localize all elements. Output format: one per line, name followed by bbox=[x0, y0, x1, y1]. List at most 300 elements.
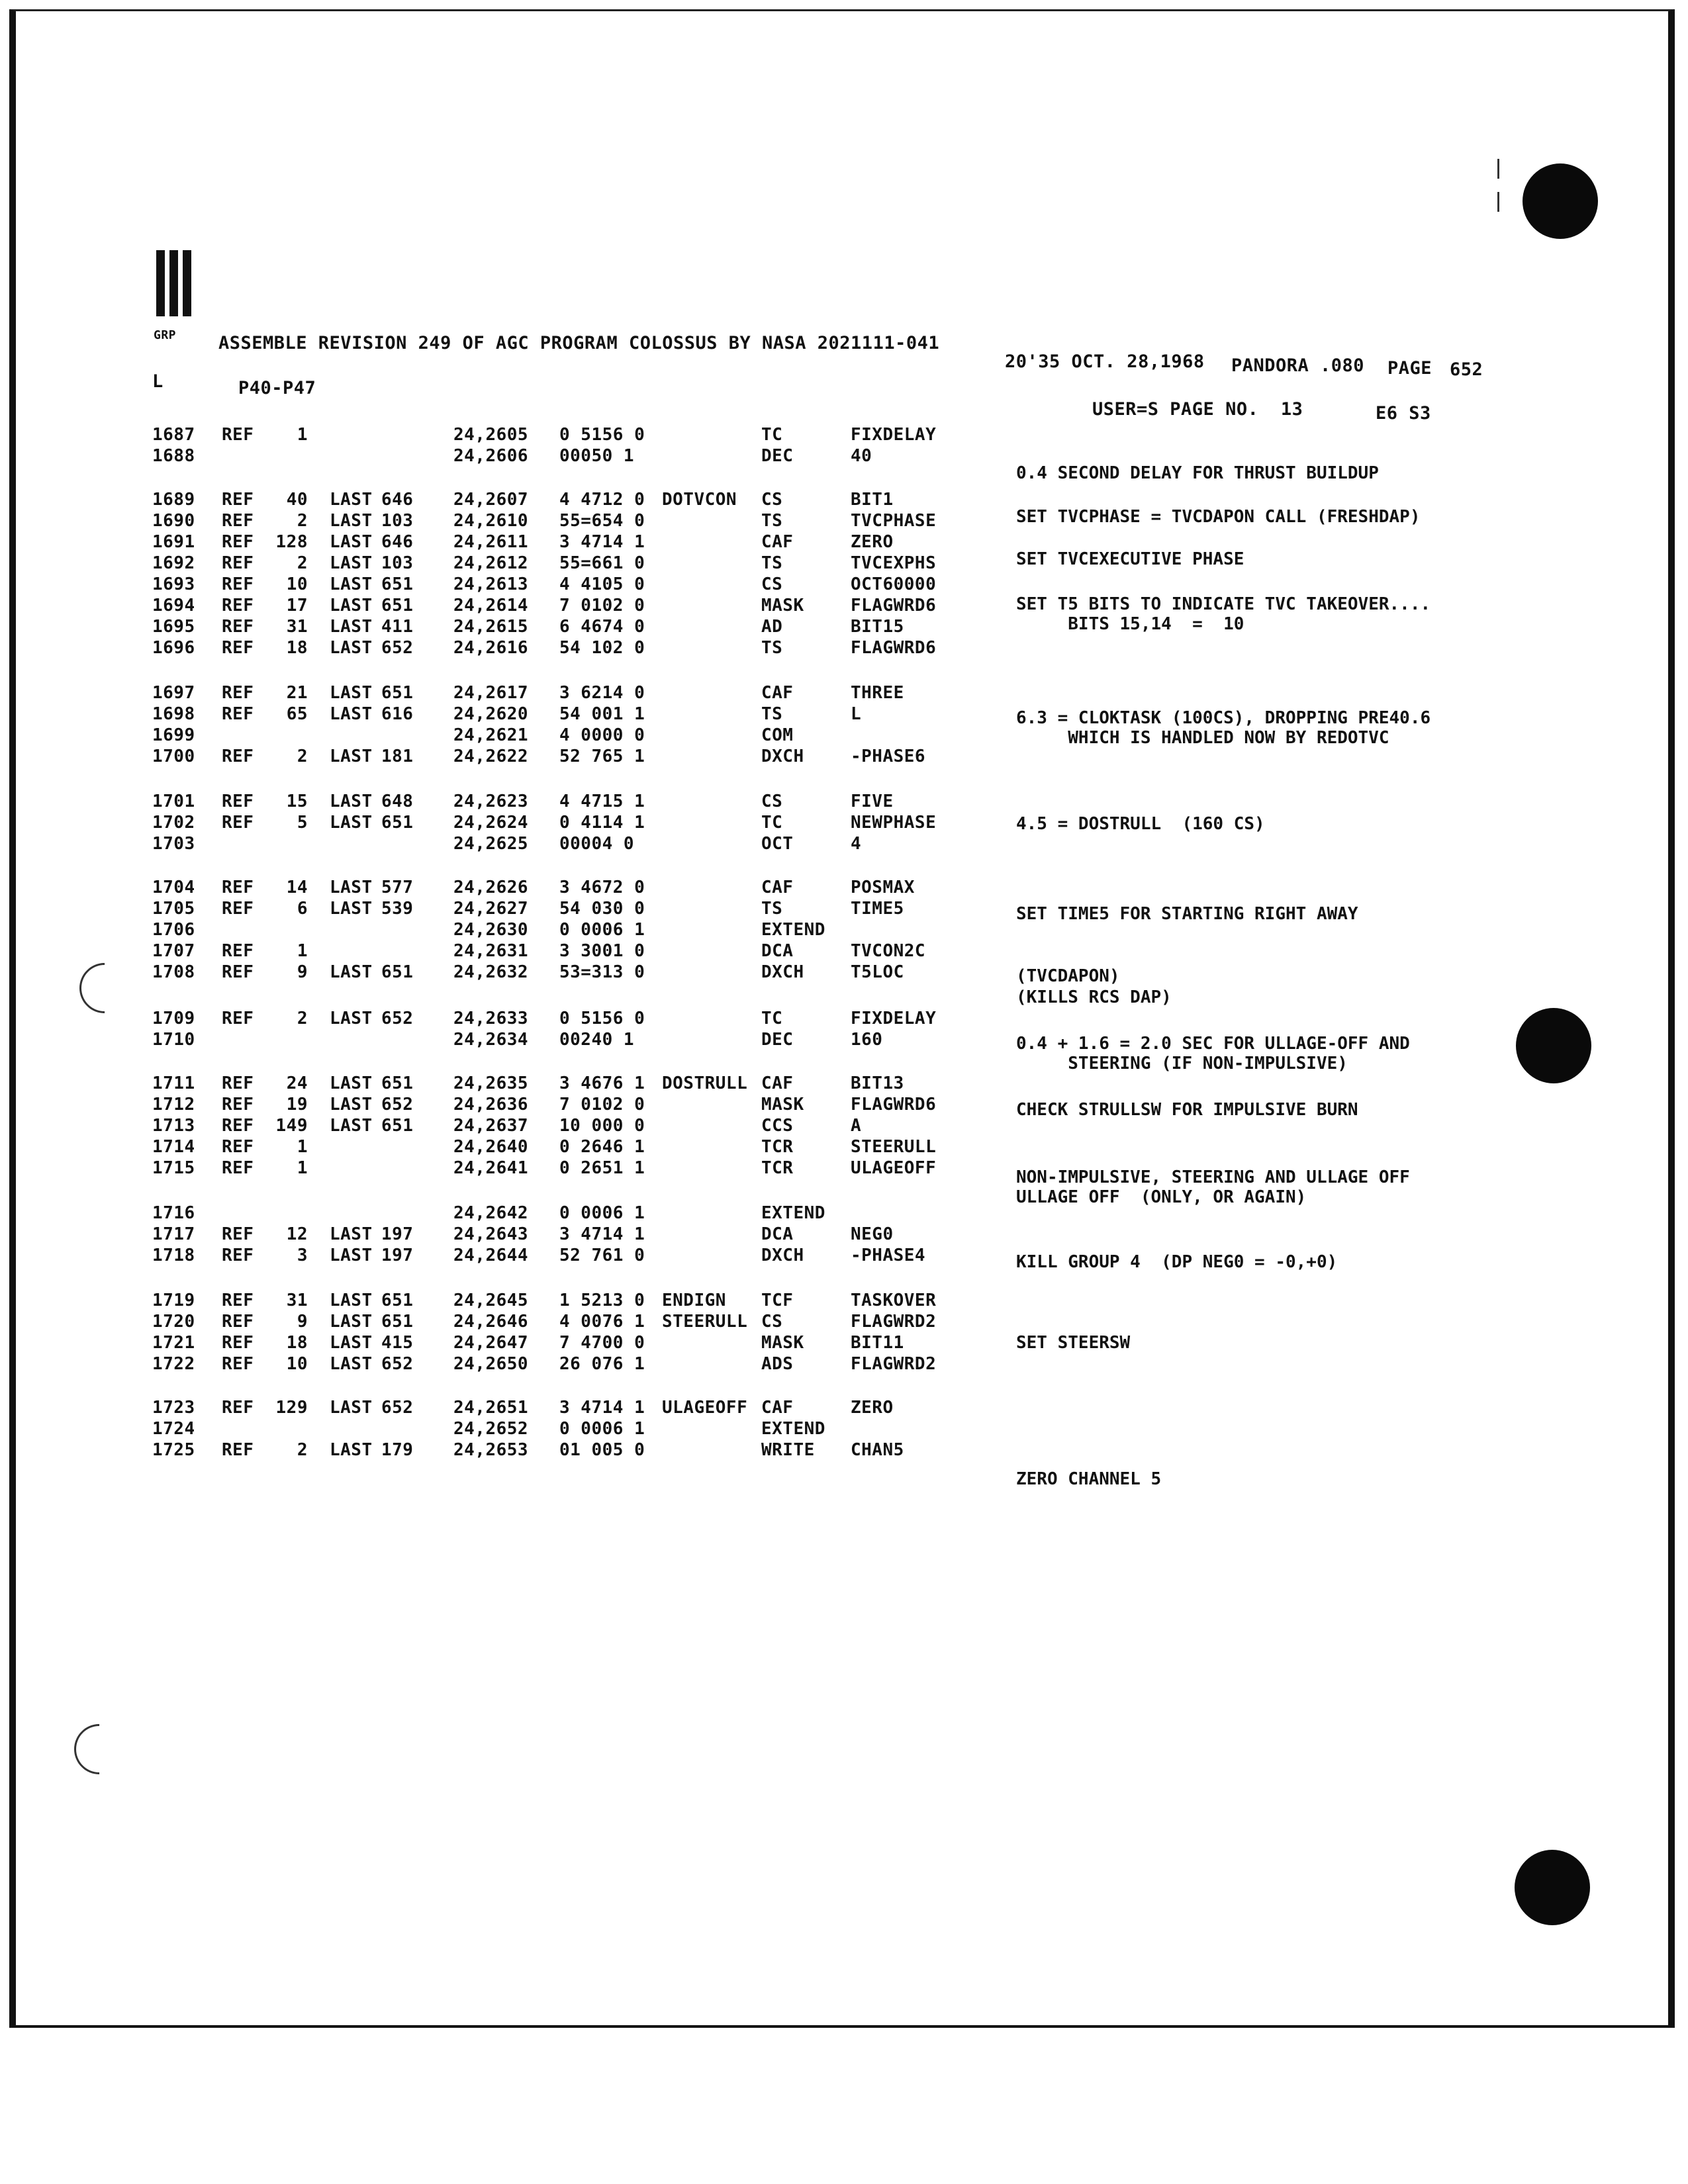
listing-ref: REF bbox=[222, 596, 254, 615]
listing-line: 1688 bbox=[152, 446, 195, 466]
listing-refn: 10 bbox=[286, 574, 308, 594]
listing-line: 1708 bbox=[152, 962, 195, 982]
grp-label: GRP bbox=[154, 328, 177, 342]
listing-addr: 24,2615 bbox=[453, 617, 529, 637]
page-code: E6 S3 bbox=[1376, 403, 1431, 424]
listing-word: 4 0000 0 bbox=[559, 725, 645, 745]
listing-refn: 129 bbox=[275, 1398, 308, 1418]
listing-line: 1722 bbox=[152, 1354, 195, 1374]
listing-arg: L bbox=[851, 704, 862, 724]
listing-arg: STEERULL bbox=[851, 1137, 937, 1157]
listing-refn: 149 bbox=[275, 1116, 308, 1136]
listing-lastn: 616 bbox=[381, 704, 414, 724]
listing-lastn: 652 bbox=[381, 1095, 414, 1115]
listing-line: 1690 bbox=[152, 511, 195, 531]
section-label: P40-P47 bbox=[238, 378, 316, 398]
listing-word: 0 5156 0 bbox=[559, 425, 645, 445]
listing-line: 1707 bbox=[152, 941, 195, 961]
listing-addr: 24,2651 bbox=[453, 1398, 529, 1418]
listing-word: 0 0006 1 bbox=[559, 1419, 645, 1439]
edge-mark bbox=[1497, 192, 1499, 212]
binder-hole bbox=[1515, 1850, 1590, 1925]
listing-arg: POSMAX bbox=[851, 878, 915, 897]
listing-arg: BIT13 bbox=[851, 1073, 904, 1093]
listing-line: 1689 bbox=[152, 490, 195, 510]
listing-line: 1687 bbox=[152, 425, 195, 445]
listing-op: TS bbox=[761, 553, 783, 573]
listing-word: 4 4712 0 bbox=[559, 490, 645, 510]
listing-refn: 2 bbox=[297, 553, 308, 573]
listing-ref: REF bbox=[222, 490, 254, 510]
listing-word: 6 4674 0 bbox=[559, 617, 645, 637]
listing-word: 52 761 0 bbox=[559, 1246, 645, 1265]
listing-ref: REF bbox=[222, 1073, 254, 1093]
listing-op: TC bbox=[761, 425, 783, 445]
listing-op: CAF bbox=[761, 1398, 794, 1418]
listing-line: 1715 bbox=[152, 1158, 195, 1178]
listing-arg: -PHASE6 bbox=[851, 747, 926, 766]
page-number: 652 bbox=[1450, 359, 1483, 380]
listing-lastn: 197 bbox=[381, 1224, 414, 1244]
comment-line: SET T5 BITS TO INDICATE TVC TAKEOVER.... bbox=[1016, 594, 1431, 614]
listing-refn: 24 bbox=[286, 1073, 308, 1093]
listing-line: 1691 bbox=[152, 532, 195, 552]
listing-arg: FLAGWRD2 bbox=[851, 1312, 937, 1332]
listing-word: 0 2646 1 bbox=[559, 1137, 645, 1157]
listing-word: 26 076 1 bbox=[559, 1354, 645, 1374]
listing-op: TS bbox=[761, 899, 783, 919]
listing-last: LAST bbox=[330, 596, 373, 615]
listing-lastn: 179 bbox=[381, 1440, 414, 1460]
listing-refn: 40 bbox=[286, 490, 308, 510]
listing-arg: FLAGWRD6 bbox=[851, 596, 937, 615]
listing-refn: 2 bbox=[297, 1440, 308, 1460]
listing-line: 1695 bbox=[152, 617, 195, 637]
listing-word: 53=313 0 bbox=[559, 962, 645, 982]
listing-addr: 24,2631 bbox=[453, 941, 529, 961]
listing-word: 3 6214 0 bbox=[559, 683, 645, 703]
listing-op: CS bbox=[761, 574, 783, 594]
listing-word: 55=654 0 bbox=[559, 511, 645, 531]
listing-line: 1701 bbox=[152, 792, 195, 811]
listing-arg: NEWPHASE bbox=[851, 813, 937, 833]
listing-word: 4 4715 1 bbox=[559, 792, 645, 811]
listing-line: 1720 bbox=[152, 1312, 195, 1332]
listing-arg: NEG0 bbox=[851, 1224, 894, 1244]
listing-last: LAST bbox=[330, 1354, 373, 1374]
listing-op: DXCH bbox=[761, 1246, 804, 1265]
listing-addr: 24,2633 bbox=[453, 1009, 529, 1028]
listing-line: 1698 bbox=[152, 704, 195, 724]
listing-line: 1719 bbox=[152, 1291, 195, 1310]
listing-line: 1711 bbox=[152, 1073, 195, 1093]
listing-last: LAST bbox=[330, 553, 373, 573]
listing-last: LAST bbox=[330, 490, 373, 510]
listing-line: 1710 bbox=[152, 1030, 195, 1050]
listing-word: 3 4672 0 bbox=[559, 878, 645, 897]
listing-arg: 160 bbox=[851, 1030, 883, 1050]
listing-arg: ZERO bbox=[851, 532, 894, 552]
binder-hole bbox=[1516, 1008, 1591, 1083]
listing-line: 1694 bbox=[152, 596, 195, 615]
listing-arg: BIT15 bbox=[851, 617, 904, 637]
listing-lastn: 646 bbox=[381, 490, 414, 510]
listing-refn: 9 bbox=[297, 962, 308, 982]
listing-ref: REF bbox=[222, 553, 254, 573]
listing-op: EXTEND bbox=[761, 920, 825, 940]
listing-ref: REF bbox=[222, 1312, 254, 1332]
listing-op: TCR bbox=[761, 1137, 794, 1157]
listing-addr: 24,2625 bbox=[453, 834, 529, 854]
listing-op: CAF bbox=[761, 532, 794, 552]
edge-mark bbox=[1497, 159, 1499, 179]
listing-refn: 31 bbox=[286, 1291, 308, 1310]
listing-op: DEC bbox=[761, 446, 794, 466]
listing-line: 1712 bbox=[152, 1095, 195, 1115]
listing-addr: 24,2605 bbox=[453, 425, 529, 445]
listing-lastn: 652 bbox=[381, 1354, 414, 1374]
listing-word: 54 102 0 bbox=[559, 638, 645, 658]
listing-refn: 14 bbox=[286, 878, 308, 897]
listing-addr: 24,2606 bbox=[453, 446, 529, 466]
listing-arg: OCT60000 bbox=[851, 574, 937, 594]
listing-line: 1724 bbox=[152, 1419, 195, 1439]
listing-refn: 15 bbox=[286, 792, 308, 811]
listing-addr: 24,2610 bbox=[453, 511, 529, 531]
listing-word: 4 0076 1 bbox=[559, 1312, 645, 1332]
listing-ref: REF bbox=[222, 962, 254, 982]
listing-op: DXCH bbox=[761, 962, 804, 982]
listing-ref: REF bbox=[222, 1095, 254, 1115]
comment-line: ZERO CHANNEL 5 bbox=[1016, 1469, 1162, 1489]
listing-arg: 40 bbox=[851, 446, 872, 466]
listing-last: LAST bbox=[330, 683, 373, 703]
listing-word: 00240 1 bbox=[559, 1030, 635, 1050]
listing-arg: T5LOC bbox=[851, 962, 904, 982]
listing-ref: REF bbox=[222, 683, 254, 703]
system-name: PANDORA .080 bbox=[1231, 355, 1365, 376]
listing-op: TC bbox=[761, 813, 783, 833]
listing-addr: 24,2622 bbox=[453, 747, 529, 766]
listing-last: LAST bbox=[330, 792, 373, 811]
listing-last: LAST bbox=[330, 511, 373, 531]
listing-addr: 24,2611 bbox=[453, 532, 529, 552]
listing-op: EXTEND bbox=[761, 1419, 825, 1439]
listing-label: STEERULL bbox=[662, 1312, 748, 1332]
listing-word: 54 030 0 bbox=[559, 899, 645, 919]
listing-word: 3 4714 1 bbox=[559, 532, 645, 552]
listing-ref: REF bbox=[222, 511, 254, 531]
listing-ref: REF bbox=[222, 899, 254, 919]
listing-word: 10 000 0 bbox=[559, 1116, 645, 1136]
listing-word: 55=661 0 bbox=[559, 553, 645, 573]
listing-last: LAST bbox=[330, 899, 373, 919]
listing-refn: 1 bbox=[297, 1158, 308, 1178]
listing-last: LAST bbox=[330, 1073, 373, 1093]
listing-op: CS bbox=[761, 792, 783, 811]
listing-op: TCR bbox=[761, 1158, 794, 1178]
listing-label: ULAGEOFF bbox=[662, 1398, 748, 1418]
listing-ref: REF bbox=[222, 425, 254, 445]
listing-lastn: 103 bbox=[381, 511, 414, 531]
listing-arg: THREE bbox=[851, 683, 904, 703]
listing-op: TS bbox=[761, 638, 783, 658]
listing-arg: ULAGEOFF bbox=[851, 1158, 937, 1178]
listing-addr: 24,2620 bbox=[453, 704, 529, 724]
listing-arg: TVCEXPHS bbox=[851, 553, 937, 573]
listing-last: LAST bbox=[330, 1246, 373, 1265]
listing-addr: 24,2632 bbox=[453, 962, 529, 982]
listing-lastn: 651 bbox=[381, 1116, 414, 1136]
listing-refn: 2 bbox=[297, 511, 308, 531]
listing-word: 7 4700 0 bbox=[559, 1333, 645, 1353]
listing-line: 1699 bbox=[152, 725, 195, 745]
listing-word: 3 4714 1 bbox=[559, 1398, 645, 1418]
listing-arg: FIVE bbox=[851, 792, 894, 811]
listing-addr: 24,2635 bbox=[453, 1073, 529, 1093]
listing-arg: BIT1 bbox=[851, 490, 894, 510]
listing-last: LAST bbox=[330, 813, 373, 833]
timestamp: 20'35 OCT. 28,1968 bbox=[1005, 351, 1205, 372]
listing-refn: 5 bbox=[297, 813, 308, 833]
listing-ref: REF bbox=[222, 1158, 254, 1178]
comment-line: WHICH IS HANDLED NOW BY REDOTVC bbox=[1016, 728, 1389, 748]
listing-arg: FIXDELAY bbox=[851, 425, 937, 445]
listing-refn: 17 bbox=[286, 596, 308, 615]
listing-word: 7 0102 0 bbox=[559, 596, 645, 615]
listing-word: 3 3001 0 bbox=[559, 941, 645, 961]
listing-addr: 24,2636 bbox=[453, 1095, 529, 1115]
listing-addr: 24,2630 bbox=[453, 920, 529, 940]
listing-word: 00050 1 bbox=[559, 446, 635, 466]
listing-word: 54 001 1 bbox=[559, 704, 645, 724]
listing-word: 52 765 1 bbox=[559, 747, 645, 766]
listing-arg: FIXDELAY bbox=[851, 1009, 937, 1028]
listing-addr: 24,2624 bbox=[453, 813, 529, 833]
listing-op: DXCH bbox=[761, 747, 804, 766]
listing-op: MASK bbox=[761, 596, 804, 615]
comment-line: SET TVCEXECUTIVE PHASE bbox=[1016, 549, 1244, 569]
listing-ref: REF bbox=[222, 1224, 254, 1244]
binder-hole bbox=[1523, 163, 1598, 239]
listing-last: LAST bbox=[330, 1440, 373, 1460]
listing-lastn: 651 bbox=[381, 574, 414, 594]
listing-ref: REF bbox=[222, 1333, 254, 1353]
listing-last: LAST bbox=[330, 1333, 373, 1353]
listing-last: LAST bbox=[330, 1095, 373, 1115]
comment-line: SET TVCPHASE = TVCDAPON CALL (FRESHDAP) bbox=[1016, 507, 1421, 527]
listing-word: 00004 0 bbox=[559, 834, 635, 854]
listing-word: 01 005 0 bbox=[559, 1440, 645, 1460]
listing-lastn: 651 bbox=[381, 962, 414, 982]
listing-addr: 24,2637 bbox=[453, 1116, 529, 1136]
listing-lastn: 651 bbox=[381, 596, 414, 615]
listing-op: CCS bbox=[761, 1116, 794, 1136]
listing-arg: TVCON2C bbox=[851, 941, 926, 961]
listing-last: LAST bbox=[330, 1116, 373, 1136]
listing-arg: FLAGWRD6 bbox=[851, 1095, 937, 1115]
listing-op: TCF bbox=[761, 1291, 794, 1310]
listing-line: 1693 bbox=[152, 574, 195, 594]
listing-line: 1725 bbox=[152, 1440, 195, 1460]
listing-lastn: 646 bbox=[381, 532, 414, 552]
listing-line: 1706 bbox=[152, 920, 195, 940]
listing-arg: FLAGWRD6 bbox=[851, 638, 937, 658]
listing-addr: 24,2647 bbox=[453, 1333, 529, 1353]
listing-refn: 1 bbox=[297, 941, 308, 961]
comment-line: 6.3 = CLOKTASK (100CS), DROPPING PRE40.6 bbox=[1016, 708, 1431, 728]
listing-ref: REF bbox=[222, 1354, 254, 1374]
listing-word: 0 0006 1 bbox=[559, 1203, 645, 1223]
listing-op: CAF bbox=[761, 683, 794, 703]
listing-lastn: 103 bbox=[381, 553, 414, 573]
listing-lastn: 197 bbox=[381, 1246, 414, 1265]
listing-op: DCA bbox=[761, 941, 794, 961]
listing-line: 1723 bbox=[152, 1398, 195, 1418]
listing-addr: 24,2652 bbox=[453, 1419, 529, 1439]
listing-op: CS bbox=[761, 1312, 783, 1332]
listing-addr: 24,2641 bbox=[453, 1158, 529, 1178]
listing-refn: 65 bbox=[286, 704, 308, 724]
listing-arg: FLAGWRD2 bbox=[851, 1354, 937, 1374]
listing-line: 1714 bbox=[152, 1137, 195, 1157]
listing-arg: CHAN5 bbox=[851, 1440, 904, 1460]
listing-op: EXTEND bbox=[761, 1203, 825, 1223]
listing-last: LAST bbox=[330, 962, 373, 982]
comment-line: KILL GROUP 4 (DP NEG0 = -0,+0) bbox=[1016, 1252, 1338, 1272]
listing-lastn: 651 bbox=[381, 1312, 414, 1332]
listing-refn: 18 bbox=[286, 1333, 308, 1353]
listing-addr: 24,2613 bbox=[453, 574, 529, 594]
listing-op: TS bbox=[761, 511, 783, 531]
listing-last: LAST bbox=[330, 1291, 373, 1310]
listing-refn: 1 bbox=[297, 1137, 308, 1157]
listing-ref: REF bbox=[222, 638, 254, 658]
listing-lastn: 411 bbox=[381, 617, 414, 637]
listing-op: MASK bbox=[761, 1333, 804, 1353]
listing-ref: REF bbox=[222, 1137, 254, 1157]
listing-last: LAST bbox=[330, 704, 373, 724]
listing-lastn: 577 bbox=[381, 878, 414, 897]
comment-line: (TVCDAPON) bbox=[1016, 966, 1120, 986]
listing-ref: REF bbox=[222, 574, 254, 594]
listing-lastn: 415 bbox=[381, 1333, 414, 1353]
comment-line: STEERING (IF NON-IMPULSIVE) bbox=[1016, 1054, 1348, 1073]
listing-word: 0 2651 1 bbox=[559, 1158, 645, 1178]
listing-addr: 24,2617 bbox=[453, 683, 529, 703]
listing-last: LAST bbox=[330, 747, 373, 766]
comment-line: (KILLS RCS DAP) bbox=[1016, 987, 1172, 1007]
listing-line: 1697 bbox=[152, 683, 195, 703]
listing-lastn: 652 bbox=[381, 1398, 414, 1418]
comment-line: CHECK STRULLSW FOR IMPULSIVE BURN bbox=[1016, 1100, 1358, 1120]
listing-op: WRITE bbox=[761, 1440, 815, 1460]
listing-op: DCA bbox=[761, 1224, 794, 1244]
listing-refn: 1 bbox=[297, 425, 308, 445]
listing-word: 4 4105 0 bbox=[559, 574, 645, 594]
listing-addr: 24,2643 bbox=[453, 1224, 529, 1244]
listing-refn: 18 bbox=[286, 638, 308, 658]
listing-ref: REF bbox=[222, 704, 254, 724]
listing-addr: 24,2642 bbox=[453, 1203, 529, 1223]
listing-last: LAST bbox=[330, 1009, 373, 1028]
listing-line: 1692 bbox=[152, 553, 195, 573]
listing-lastn: 651 bbox=[381, 813, 414, 833]
listing-op: AD bbox=[761, 617, 783, 637]
listing-word: 0 5156 0 bbox=[559, 1009, 645, 1028]
listing-lastn: 648 bbox=[381, 792, 414, 811]
listing-op: MASK bbox=[761, 1095, 804, 1115]
comment-line: 0.4 SECOND DELAY FOR THRUST BUILDUP bbox=[1016, 463, 1379, 483]
page-label: PAGE bbox=[1387, 358, 1432, 379]
listing-arg: 4 bbox=[851, 834, 862, 854]
listing-last: LAST bbox=[330, 1312, 373, 1332]
listing-word: 0 4114 1 bbox=[559, 813, 645, 833]
listing-ref: REF bbox=[222, 532, 254, 552]
listing-lastn: 181 bbox=[381, 747, 414, 766]
listing-line: 1709 bbox=[152, 1009, 195, 1028]
listing-last: LAST bbox=[330, 617, 373, 637]
listing-op: COM bbox=[761, 725, 794, 745]
listing-last: LAST bbox=[330, 532, 373, 552]
comment-line: BITS 15,14 = 10 bbox=[1016, 614, 1244, 634]
listing-ref: REF bbox=[222, 878, 254, 897]
listing-line: 1703 bbox=[152, 834, 195, 854]
listing-refn: 12 bbox=[286, 1224, 308, 1244]
listing-op: CAF bbox=[761, 878, 794, 897]
listing-ref: REF bbox=[222, 792, 254, 811]
listing-refn: 3 bbox=[297, 1246, 308, 1265]
listing-line: 1702 bbox=[152, 813, 195, 833]
listing-ref: REF bbox=[222, 617, 254, 637]
listing-ref: REF bbox=[222, 813, 254, 833]
listing-lastn: 652 bbox=[381, 638, 414, 658]
listing-refn: 19 bbox=[286, 1095, 308, 1115]
listing-addr: 24,2626 bbox=[453, 878, 529, 897]
listing-ref: REF bbox=[222, 747, 254, 766]
listing-refn: 10 bbox=[286, 1354, 308, 1374]
listing-addr: 24,2653 bbox=[453, 1440, 529, 1460]
listing-ref: REF bbox=[222, 1009, 254, 1028]
listing-line: 1717 bbox=[152, 1224, 195, 1244]
comment-line: ULLAGE OFF (ONLY, OR AGAIN) bbox=[1016, 1187, 1307, 1207]
listing-addr: 24,2607 bbox=[453, 490, 529, 510]
listing-addr: 24,2621 bbox=[453, 725, 529, 745]
listing-addr: 24,2640 bbox=[453, 1137, 529, 1157]
listing-op: TS bbox=[761, 704, 783, 724]
listing-refn: 21 bbox=[286, 683, 308, 703]
listing-lastn: 651 bbox=[381, 1073, 414, 1093]
listing-ref: REF bbox=[222, 1246, 254, 1265]
listing-last: LAST bbox=[330, 1398, 373, 1418]
listing-op: DEC bbox=[761, 1030, 794, 1050]
listing-word: 3 4676 1 bbox=[559, 1073, 645, 1093]
comment-line: 0.4 + 1.6 = 2.0 SEC FOR ULLAGE-OFF AND bbox=[1016, 1034, 1410, 1054]
listing-ref: REF bbox=[222, 941, 254, 961]
listing-last: LAST bbox=[330, 574, 373, 594]
comment-line: NON-IMPULSIVE, STEERING AND ULLAGE OFF bbox=[1016, 1167, 1410, 1187]
listing-arg: -PHASE4 bbox=[851, 1246, 926, 1265]
listing-lastn: 539 bbox=[381, 899, 414, 919]
listing-op: CS bbox=[761, 490, 783, 510]
listing-ref: REF bbox=[222, 1291, 254, 1310]
listing-arg: TASKOVER bbox=[851, 1291, 937, 1310]
listing-lastn: 651 bbox=[381, 683, 414, 703]
listing-refn: 31 bbox=[286, 617, 308, 637]
listing-refn: 2 bbox=[297, 1009, 308, 1028]
listing-addr: 24,2650 bbox=[453, 1354, 529, 1374]
listing-op: CAF bbox=[761, 1073, 794, 1093]
